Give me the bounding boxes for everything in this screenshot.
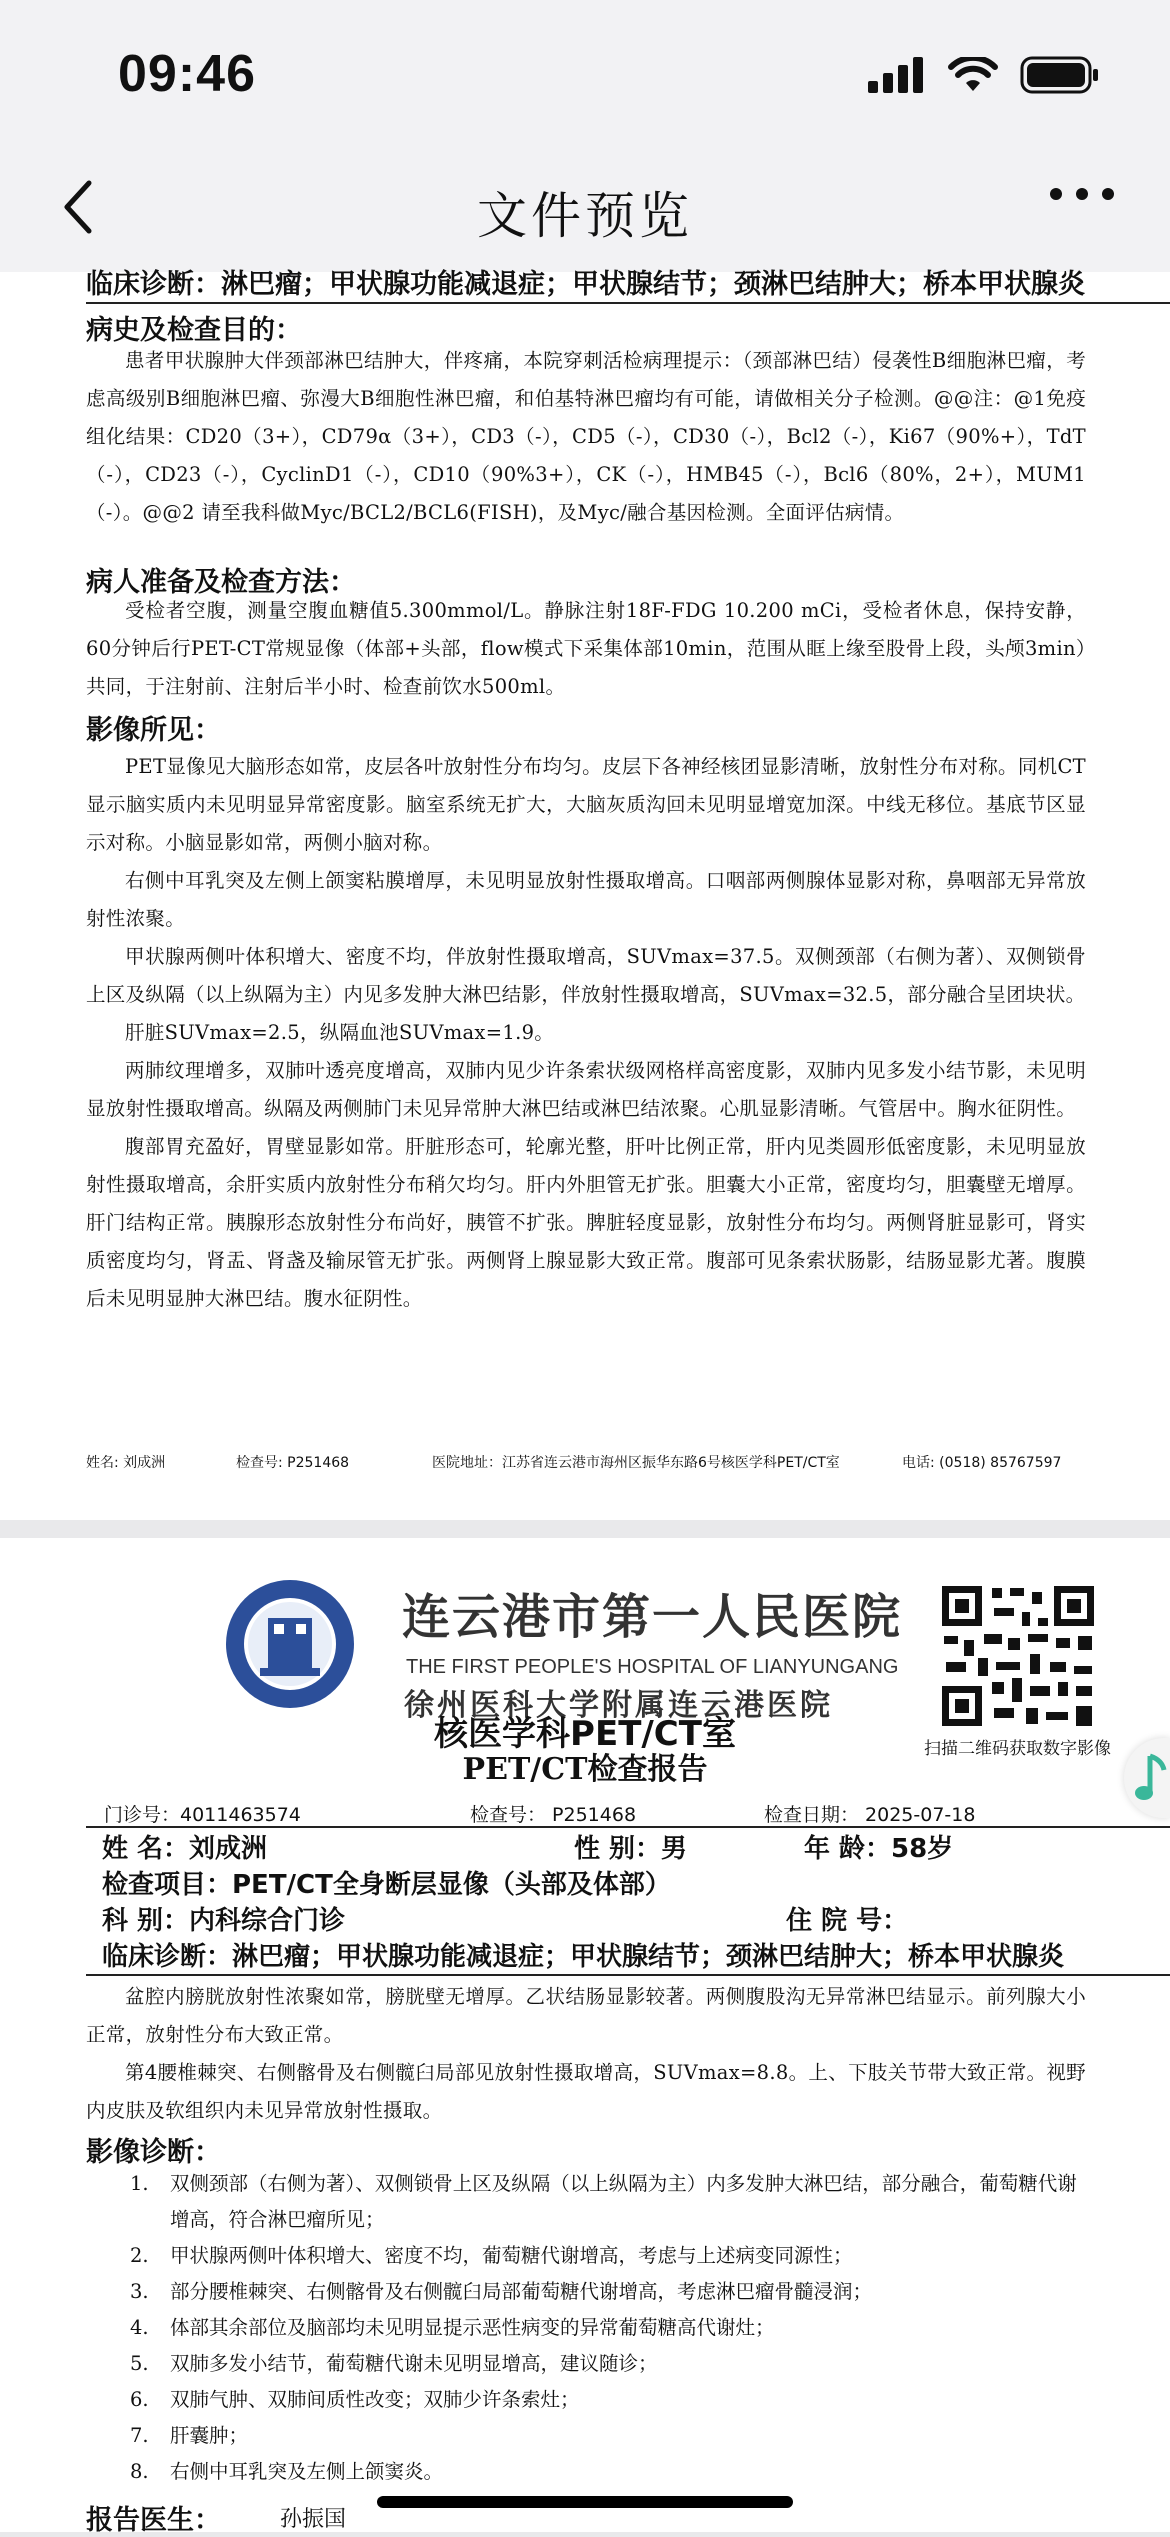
status-bar <box>0 0 1170 150</box>
home-indicator[interactable] <box>377 2496 793 2508</box>
patient-sex: 性 别：男 <box>574 1834 688 1864</box>
divider <box>86 1974 1170 1976</box>
impression-list <box>130 2166 1090 2490</box>
page-footer <box>86 1452 1086 1472</box>
footer-address: 医院地址：江苏省连云港市海州区振华东路6号核医学科PET/CT室 <box>432 1455 840 1471</box>
findings-paragraph: 甲状腺两侧叶体积增大、密度不均，伴放射性摄取增高，SUVmax=37.5。双侧颈部（右侧为著）、双侧锁骨上区及纵隔（以上纵隔为主）内见多发肿大淋巴结影，伴放射性摄取增高，SUVmax=32.5，部分融合呈团块状。 <box>86 945 1086 1006</box>
findings-paragraph: 腹部胃充盈好，胃壁显影如常。肝脏形态可，轮廓光整，肝叶比例正常，肝内见类圆形低密度影，未见明显放射性摄取增高，余肝实质内放射性分布稍欠均匀。肝内外胆管无扩张。胆囊大小正常，密度均匀，胆囊壁无增厚。肝门结构正常。胰腺形态放射性分布尚好，胰管不扩张。脾脏轻度显影，放射性分布均匀。两侧肾脏显影可，肾实质密度均匀，肾盂、肾盏及输尿管无扩张。两侧肾上腺显影大致正常。腹部可见条索状肠影，结肠显影尤著。腹膜后未见明显肿大淋巴结。腹水征阴性。 <box>86 1135 1086 1310</box>
qr-caption: 扫描二维码获取数字影像 <box>924 1739 1111 1759</box>
findings-continued <box>86 1978 1086 2130</box>
page-title: 文件预览 <box>477 187 693 245</box>
clinical-diagnosis: 临床诊断：淋巴瘤；甲状腺功能减退症；甲状腺结节；颈淋巴结肿大；桥本甲状腺炎 <box>86 269 1085 300</box>
department-title: 核医学科PET/CT室 <box>434 1714 736 1754</box>
inpatient-number: 住 院 号： <box>786 1906 909 1936</box>
findings-paragraph: 第4腰椎棘突、右侧髂骨及右侧髋臼局部见放射性摄取增高，SUVmax=8.8。上、下肢关节带大致正常。视野内皮肤及软组织内未见异常放射性摄取。 <box>86 2061 1086 2122</box>
more-dot-icon <box>1102 188 1114 200</box>
clinic-number: 门诊号：4011463574 <box>104 1804 301 1826</box>
patient-age: 年 龄：58岁 <box>804 1834 954 1864</box>
list-item: 3. 部分腰椎棘突、右侧髂骨及右侧髋臼局部葡萄糖代谢增高，考虑淋巴瘤骨髓浸润； <box>130 2280 873 2303</box>
hospital-logo <box>224 1578 356 1710</box>
findings-paragraph: PET显像见大脑形态如常，皮层各叶放射性分布均匀。皮层下各神经核团显影清晰，放射性分布对称。同机CT显示脑实质内未见明显异常密度影。脑室系统无扩大，大脑灰质沟回未见明显增宽加深。中线无移位。基底节区显示对称。小脑显影如常，两侧小脑对称。 <box>86 755 1086 854</box>
findings-paragraph: 盆腔内膀胱放射性浓聚如常，膀胱壁无增厚。乙状结肠显影较著。两侧腹股沟无异常淋巴结显示。前列腺大小正常，放射性分布大致正常。 <box>86 1985 1086 2046</box>
nav-bar <box>0 150 1170 272</box>
battery-icon <box>1020 56 1100 94</box>
exam-number: 检查号： P251468 <box>470 1804 637 1826</box>
history-heading: 病史及检查目的： <box>86 315 302 346</box>
hospital-name: 连云港市第一人民医院 <box>402 1589 903 1645</box>
exam-item: 检查项目：PET/CT全身断层显像（头部及体部） <box>102 1870 671 1900</box>
list-item: 6. 双肺气肿、双肺间质性改变；双肺少许条索灶； <box>130 2388 580 2411</box>
more-dot-icon <box>1050 188 1062 200</box>
department-field: 科 别：内科综合门诊 <box>102 1906 346 1936</box>
history-text: 患者甲状腺肿大伴颈部淋巴结肿大，伴疼痛，本院穿刺活检病理提示：（颈部淋巴结）侵袭性B细胞淋巴瘤，考虑高级别B细胞淋巴瘤、弥漫大B细胞性淋巴瘤，和伯基特淋巴瘤均有可能，请做相关分子检测。@@注：@1免疫组化结果：CD20（3+），CD79α（3+），CD3（-），CD5（-），CD30（-），Bcl2（-），Ki67（90%+），TdT（-），CD23（-），CyclinD1（-），CD10（90%3+），CK（-），HMB45（-），Bcl6（80%，2+），MUM1（-）。@@2 请至我科做Myc/BCL2/BCL6(FISH)，及Myc/融合基因检测。全面评估病情。 <box>86 349 1086 524</box>
list-item: 1. 双侧颈部（右侧为著）、双侧锁骨上区及纵隔（以上纵隔为主）内多发肿大淋巴结，部分融合，葡萄糖代谢增高，符合淋巴瘤所见； <box>130 2172 1077 2231</box>
cellular-signal-icon <box>868 57 926 93</box>
impression-heading: 影像诊断： <box>86 2137 221 2168</box>
wifi-icon <box>948 57 998 93</box>
hospital-english-name: THE FIRST PEOPLE'S HOSPITAL OF LIANYUNGANG <box>406 1656 899 1678</box>
patient-name: 姓 名：刘成洲 <box>102 1834 268 1864</box>
findings-paragraph: 两肺纹理增多，双肺叶透亮度增高，双肺内见少许条索状级网格样高密度影，双肺内见多发小结节影，未见明显放射性摄取增高。纵隔及两侧肺门未见异常肿大淋巴结或淋巴结浓聚。心肌显影清晰。气管居中。胸水征阴性。 <box>86 1059 1086 1120</box>
list-item: 8. 右侧中耳乳突及左侧上颌窦炎。 <box>130 2460 444 2483</box>
prep-heading: 病人准备及检查方法： <box>86 567 356 598</box>
status-time: 09:46 <box>118 45 256 103</box>
report-title: PET/CT检查报告 <box>462 1752 708 1787</box>
hospital-affiliation: 徐州医科大学附属连云港医院 <box>404 1688 833 1723</box>
exam-date: 检查日期： 2025-07-18 <box>764 1804 976 1826</box>
list-item: 2. 甲状腺两侧叶体积增大、密度不均，葡萄糖代谢增高，考虑与上述病变同源性； <box>130 2244 853 2267</box>
list-item: 5. 双肺多发小结节，葡萄糖代谢未见明显增高，建议随诊； <box>130 2352 658 2375</box>
findings-paragraph: 右侧中耳乳突及左侧上颌窦粘膜增厚，未见明显放射性摄取增高。口咽部两侧腺体显影对称，鼻咽部无异常放射性浓聚。 <box>86 869 1086 930</box>
findings-paragraph: 肝脏SUVmax=2.5，纵隔血池SUVmax=1.9。 <box>125 1021 555 1044</box>
doctor-label: 报告医生： <box>86 2505 221 2536</box>
findings-heading: 影像所见： <box>86 715 221 746</box>
divider <box>86 302 1170 304</box>
more-options-button[interactable] <box>1050 188 1114 200</box>
footer-phone: 电话: (0518) 85767597 <box>902 1455 1062 1471</box>
list-item: 7. 肝囊肿； <box>130 2424 249 2447</box>
findings-list <box>86 748 1086 1318</box>
prep-text: 受检者空腹，测量空腹血糖值5.300mmol/L。静脉注射18F-FDG 10.200 mCi，受检者休息，保持安静，60分钟后行PET-CT常规显像（体部+头部，flow模式下采集体部10min，范围从眶上缘至股骨上段，头颅3min）共同，于注射前、注射后半小时、检查前饮水500ml。 <box>86 599 1086 698</box>
report-page-2 <box>0 1538 1170 2536</box>
footer-name: 姓名: 刘成洲 <box>86 1455 166 1471</box>
list-item: 4. 体部其余部位及脑部均未见明显提示恶性病变的异常葡萄糖高代谢灶； <box>130 2316 775 2339</box>
clinical-diagnosis-field: 临床诊断：淋巴瘤；甲状腺功能减退症；甲状腺结节；颈淋巴结肿大；桥本甲状腺炎 <box>102 1942 1065 1972</box>
footer-exam-no: 检查号: P251468 <box>236 1455 350 1471</box>
more-dot-icon <box>1076 188 1088 200</box>
status-icons <box>868 56 1100 94</box>
doctor-name: 孙振国 <box>280 2507 347 2532</box>
report-page-1 <box>0 269 1170 1520</box>
